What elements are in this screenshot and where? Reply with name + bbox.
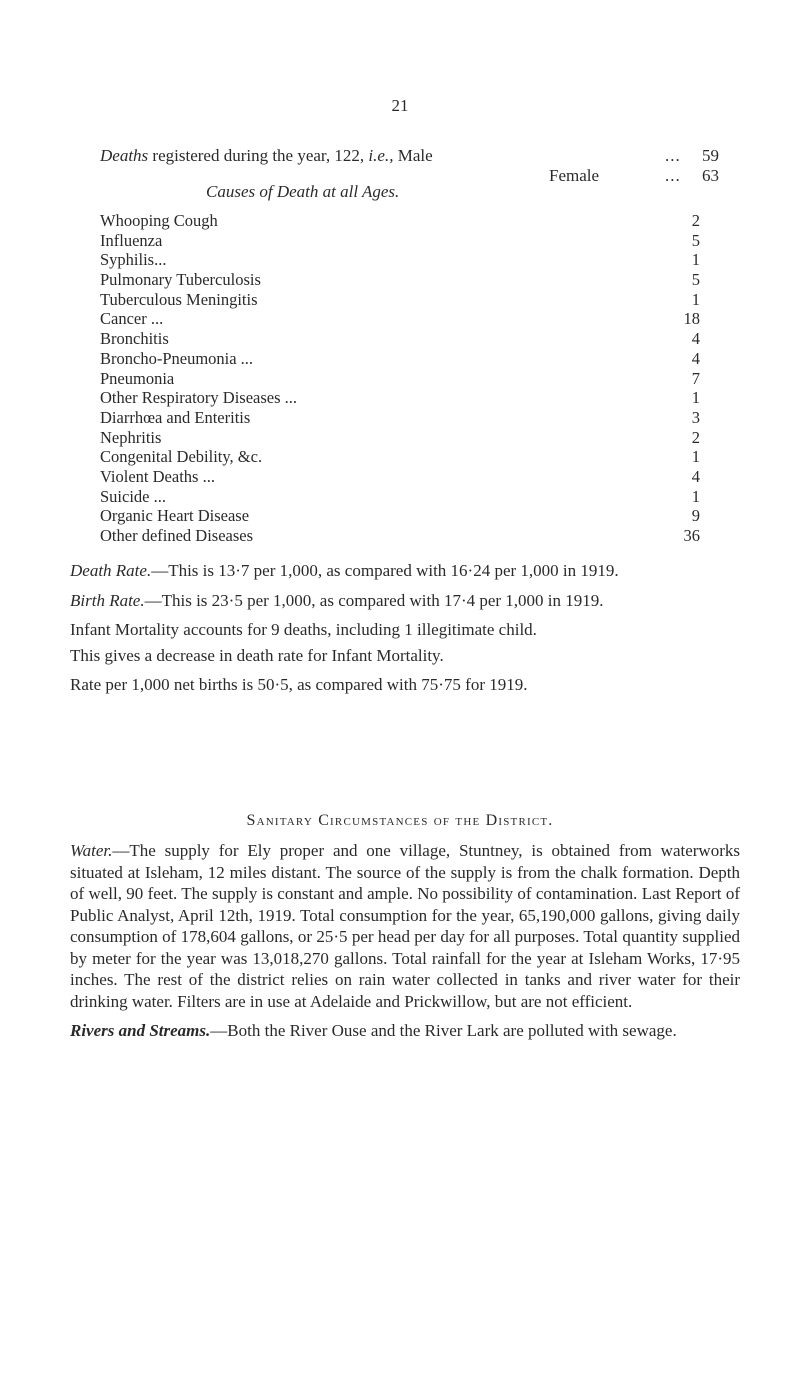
death-rate-text: —This is 13·7 per 1,000, as compared with 16·24 per 1,000 in 1919. bbox=[151, 561, 619, 580]
female-label: Female bbox=[549, 166, 600, 185]
male-label: Male bbox=[397, 146, 433, 165]
deaths-label: Deaths bbox=[100, 146, 149, 165]
cause-count: 1 bbox=[691, 250, 700, 270]
cause-count: 9 bbox=[691, 506, 700, 526]
cause-count: 1 bbox=[691, 486, 700, 506]
net-births-rate-paragraph: Rate per 1,000 net births is 50·5, as compared with 75·75 for 1919. bbox=[70, 675, 528, 694]
cause-row bbox=[100, 467, 700, 487]
cause-row bbox=[100, 290, 700, 310]
cause-row bbox=[100, 211, 700, 231]
cause-count: 2 bbox=[691, 427, 700, 447]
cause-row bbox=[100, 349, 700, 369]
cause-name: Organic Heart Disease bbox=[100, 506, 250, 526]
cause-count: 7 bbox=[691, 368, 700, 388]
cause-name: Nephritis bbox=[100, 427, 162, 447]
page-number: 21 bbox=[391, 96, 409, 115]
cause-name: Other defined Diseases bbox=[100, 526, 254, 545]
cause-count: 4 bbox=[691, 329, 700, 349]
cause-row bbox=[100, 309, 700, 329]
cause-row bbox=[100, 506, 700, 526]
cause-count: 1 bbox=[691, 388, 700, 408]
cause-count: 36 bbox=[683, 526, 700, 545]
cause-name: Pneumonia bbox=[100, 368, 175, 388]
cause-row bbox=[100, 369, 700, 389]
cause-row bbox=[100, 487, 700, 507]
cause-count: 4 bbox=[691, 466, 700, 486]
cause-name: Violent Deaths ... bbox=[100, 466, 215, 486]
male-value: 59 bbox=[702, 146, 719, 165]
cause-row bbox=[100, 329, 700, 349]
cause-row bbox=[100, 447, 700, 467]
cause-name: Diarrhœa and Enteritis bbox=[100, 407, 251, 427]
sanitary-section-title: Sanitary Circumstances of the District. bbox=[246, 812, 554, 829]
cause-count: 4 bbox=[691, 348, 700, 368]
birth-rate-text: —This is 23·5 per 1,000, as compared with 17·4 per 1,000 in 1919. bbox=[144, 590, 604, 610]
water-paragraph bbox=[70, 840, 740, 1012]
cause-name: Other Respiratory Diseases ... bbox=[100, 388, 298, 408]
cause-name: Congenital Debility, &c. bbox=[100, 447, 263, 467]
cause-row bbox=[100, 428, 700, 448]
female-leader: ... bbox=[665, 166, 681, 185]
cause-count: 3 bbox=[691, 407, 700, 427]
causes-table bbox=[100, 211, 700, 546]
cause-name: Tuberculous Meningitis bbox=[100, 289, 258, 309]
rivers-label: Rivers and Streams. bbox=[70, 1021, 211, 1040]
water-label: Water. bbox=[70, 841, 113, 860]
infant-mortality-paragraph: Infant Mortality accounts for 9 deaths, including 1 illegitimate child. bbox=[70, 620, 537, 639]
cause-count: 1 bbox=[691, 289, 700, 309]
male-leader: ... bbox=[665, 146, 681, 165]
cause-name: Suicide ... bbox=[100, 486, 166, 506]
cause-count: 18 bbox=[683, 309, 700, 329]
cause-row bbox=[100, 388, 700, 408]
cause-row bbox=[100, 526, 700, 546]
cause-row bbox=[100, 231, 700, 251]
death-rate-paragraph bbox=[70, 560, 740, 582]
cause-name: Syphilis... bbox=[100, 250, 167, 270]
cause-name: Influenza bbox=[100, 230, 163, 250]
cause-count: 1 bbox=[691, 447, 700, 467]
birth-rate-paragraph bbox=[70, 590, 740, 612]
cause-row bbox=[100, 250, 700, 270]
cause-row bbox=[100, 270, 700, 290]
decrease-paragraph: This gives a decrease in death rate for Infant Mortality. bbox=[70, 645, 444, 665]
causes-heading: Causes of Death at all Ages. bbox=[206, 182, 400, 201]
rivers-text: —Both the River Ouse and the River Lark are polluted with sewage. bbox=[210, 1021, 677, 1040]
cause-row bbox=[100, 408, 700, 428]
water-text: —The supply for Ely proper and one village, Stuntney, is obtained from waterworks situated at Isleham, 12 miles distant. The source of the supply is from the chalk formation. Depth of well, 90 feet. The supply is constant and ample. No possibility of contamination. Last Report of Public Analyst, April 12th, 1919. Total consumption for the year, 65,190,000 gallons, giving daily consumption of 178,604 gallons, or 25·5 per head per day for all purposes. Total quantity supplied by meter for the year was 13,018,270 gallons. Total rainfall for the year at Isleham Works, 17·95 inches. The rest of the district relies on rain water collected in tanks and river water for their drinking water. Filters are in use at Adelaide and Prickwillow, but are not efficient. bbox=[70, 841, 740, 1011]
sanitary-section bbox=[70, 840, 740, 1050]
deaths-ie: i.e., bbox=[368, 146, 394, 165]
death-rate-label: Death Rate. bbox=[70, 561, 152, 580]
rivers-paragraph bbox=[70, 1020, 740, 1042]
deaths-male-line bbox=[100, 146, 433, 166]
cause-name: Bronchitis bbox=[100, 329, 169, 349]
female-value: 63 bbox=[702, 166, 719, 185]
cause-count: 2 bbox=[691, 211, 700, 230]
cause-count: 5 bbox=[691, 270, 700, 290]
cause-count: 5 bbox=[691, 230, 700, 250]
cause-name: Cancer ... bbox=[100, 309, 164, 329]
birth-rate-label: Birth Rate. bbox=[70, 590, 145, 610]
deaths-text: registered during the year, 122, bbox=[152, 146, 369, 165]
rates-section bbox=[70, 560, 740, 704]
cause-name: Whooping Cough bbox=[100, 211, 218, 230]
cause-name: Pulmonary Tuberculosis bbox=[100, 270, 261, 290]
cause-name: Broncho-Pneumonia ... bbox=[100, 348, 254, 368]
